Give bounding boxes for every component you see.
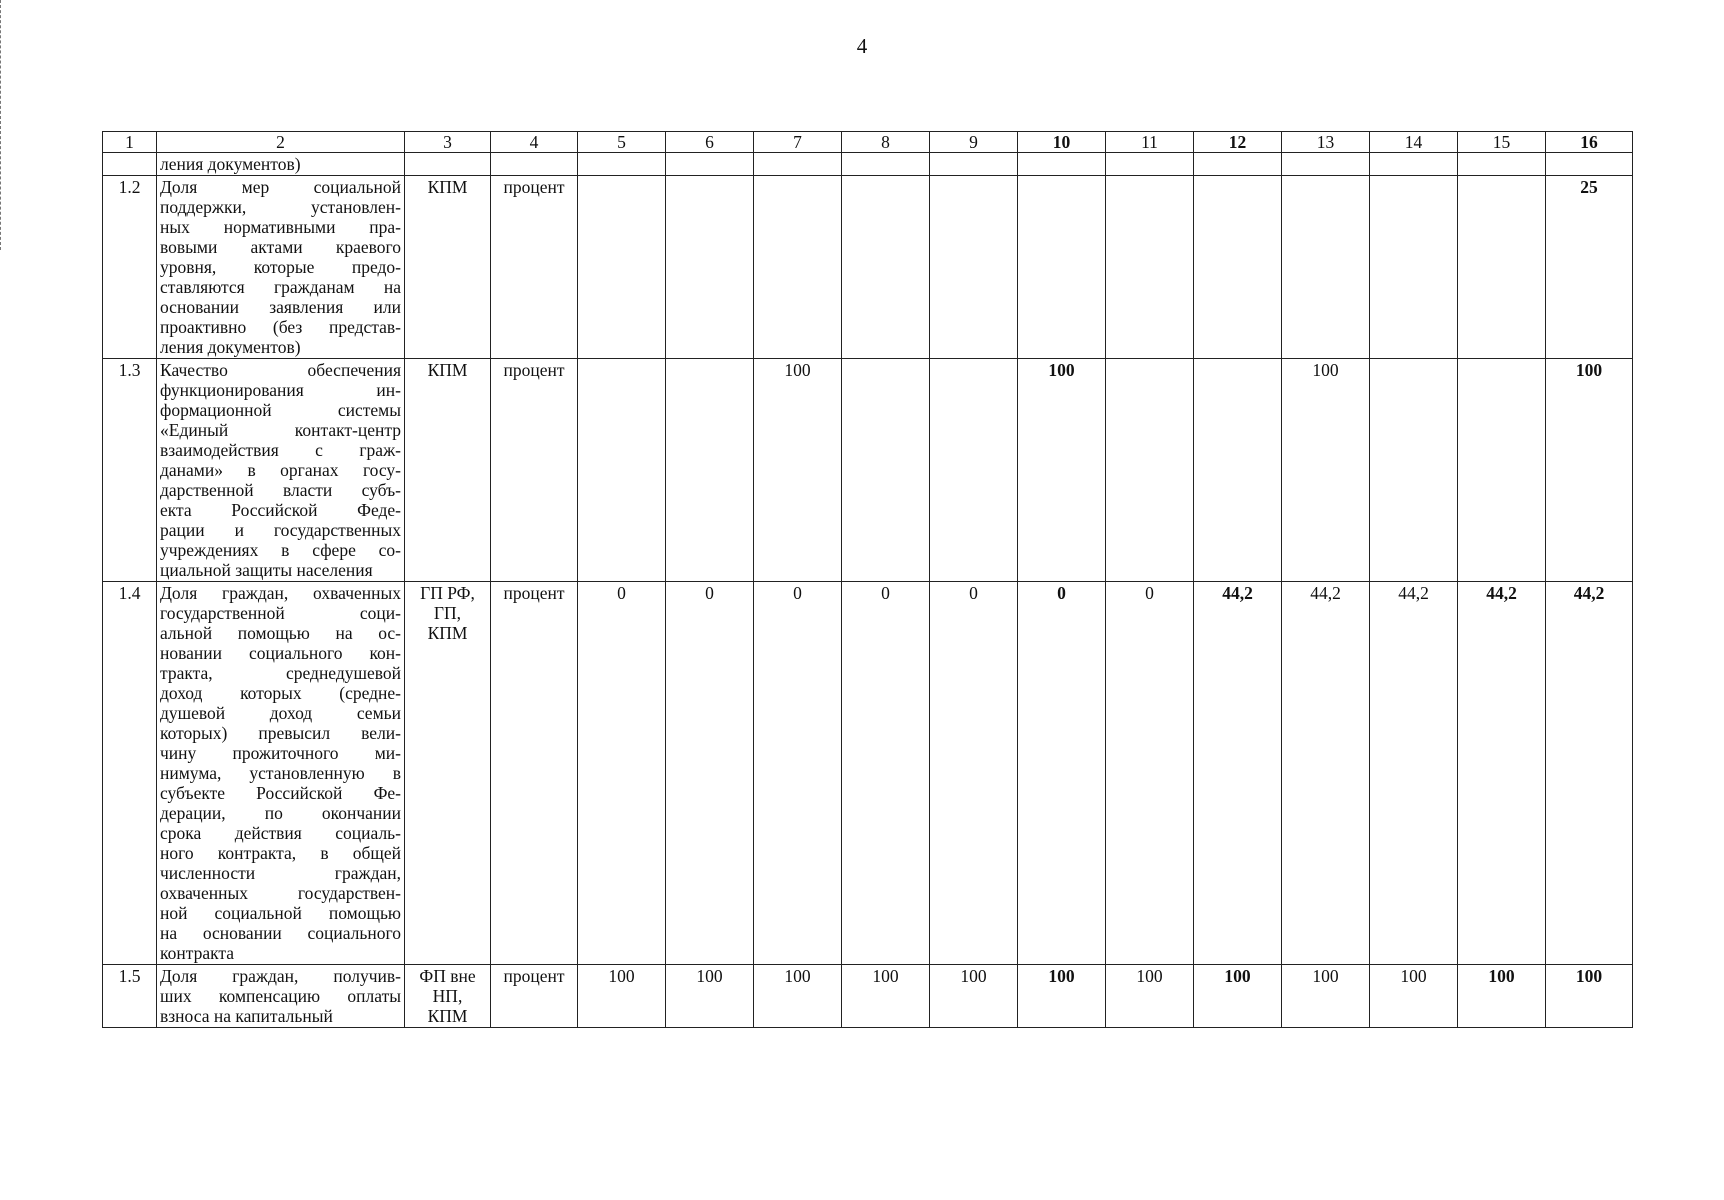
value-cell: 0 [754, 582, 842, 965]
unit-cell: процент [491, 965, 578, 1028]
description-line: тракта, среднедушевой [160, 663, 401, 683]
value-cell [1106, 176, 1194, 359]
source-cell [405, 176, 491, 359]
row-number-cell: 1.4 [103, 582, 157, 965]
value-cell [1370, 176, 1458, 359]
description-line: дерации, по окончании [160, 803, 401, 823]
value-cell [754, 153, 842, 176]
value-cell: 100 [1546, 965, 1633, 1028]
source-line: КПМ [427, 623, 468, 643]
column-number-cell: 10 [1018, 132, 1106, 153]
column-number-cell: 11 [1106, 132, 1194, 153]
value-cell [1106, 359, 1194, 582]
value-cell [842, 359, 930, 582]
description-line: душевой доход семьи [160, 703, 401, 723]
description-line: циальной защиты населения [160, 560, 373, 580]
description-line: вовыми актами краевого [160, 237, 401, 257]
value-cell [1458, 153, 1546, 176]
value-cell: 100 [1018, 359, 1106, 582]
column-number-cell: 8 [842, 132, 930, 153]
description-line: ного контракта, в общей [160, 843, 401, 863]
indicator-description-cell [157, 176, 405, 359]
column-number-cell: 2 [157, 132, 405, 153]
value-cell: 0 [930, 582, 1018, 965]
row-number-cell: 1.3 [103, 359, 157, 582]
value-cell [578, 176, 666, 359]
value-cell: 0 [666, 582, 754, 965]
value-cell: 44,2 [1458, 582, 1546, 965]
value-cell: 100 [1282, 965, 1370, 1028]
value-cell: 44,2 [1370, 582, 1458, 965]
column-number-row [103, 132, 1633, 153]
value-cell: 100 [842, 965, 930, 1028]
value-cell: 100 [1458, 965, 1546, 1028]
description-line: Доля граждан, охваченных [160, 583, 401, 603]
value-cell [1106, 153, 1194, 176]
value-cell: 0 [1018, 582, 1106, 965]
value-cell [666, 176, 754, 359]
value-cell: 100 [1370, 965, 1458, 1028]
column-number-cell: 9 [930, 132, 1018, 153]
description-line: дарственной власти субъ- [160, 480, 401, 500]
description-line: взаимодействия с граж- [160, 440, 401, 460]
description-line: на основании социального [160, 923, 401, 943]
description-line: учреждениях в сфере со- [160, 540, 401, 560]
source-cell [405, 153, 491, 176]
column-number-cell: 14 [1370, 132, 1458, 153]
unit-cell [491, 153, 578, 176]
value-cell [1194, 176, 1282, 359]
value-cell [1370, 153, 1458, 176]
description-line: Качество обеспечения [160, 360, 401, 380]
table-row [103, 176, 1633, 359]
value-cell [930, 176, 1018, 359]
value-cell [1018, 176, 1106, 359]
description-line: доход которых (средне- [160, 683, 401, 703]
value-cell: 100 [1546, 359, 1633, 582]
source-cell [405, 359, 491, 582]
description-line: поддержки, установлен- [160, 197, 401, 217]
description-line: субъекте Российской Фе- [160, 783, 401, 803]
value-cell: 0 [842, 582, 930, 965]
description-line: данами» в органах госу- [160, 460, 401, 480]
value-cell [578, 153, 666, 176]
indicator-description-cell [157, 153, 405, 176]
description-line: «Единый контакт-центр [160, 420, 401, 440]
description-line: рации и государственных [160, 520, 401, 540]
value-cell: 100 [754, 359, 842, 582]
description-line: нимума, установленную в [160, 763, 401, 783]
description-line: ных нормативными пра- [160, 217, 401, 237]
indicator-description-cell [157, 582, 405, 965]
column-number-cell: 4 [491, 132, 578, 153]
column-number-cell: 12 [1194, 132, 1282, 153]
source-line: ФП вне [419, 966, 476, 986]
value-cell [1194, 359, 1282, 582]
unit-cell: процент [491, 359, 578, 582]
description-line: формационной системы [160, 400, 401, 420]
value-cell: 100 [1282, 359, 1370, 582]
column-number-cell: 13 [1282, 132, 1370, 153]
source-line: КПМ [427, 360, 468, 380]
column-number-cell: 7 [754, 132, 842, 153]
description-line: ставляются гражданам на [160, 277, 401, 297]
description-line: основании заявления или [160, 297, 401, 317]
description-line: ной социальной помощью [160, 903, 401, 923]
row-number-cell: 1.5 [103, 965, 157, 1028]
value-cell [1282, 176, 1370, 359]
description-line: ления документов) [160, 154, 301, 174]
table-row [103, 965, 1633, 1028]
value-cell: 44,2 [1282, 582, 1370, 965]
value-cell [1458, 176, 1546, 359]
column-number-cell: 15 [1458, 132, 1546, 153]
value-cell [930, 359, 1018, 582]
source-line: ГП, [433, 603, 462, 623]
description-line: численности граждан, [160, 863, 401, 883]
value-cell [1194, 153, 1282, 176]
value-cell: 0 [1106, 582, 1194, 965]
description-line: Доля мер социальной [160, 177, 401, 197]
description-line: государственной соци- [160, 603, 401, 623]
value-cell: 100 [930, 965, 1018, 1028]
value-cell [666, 359, 754, 582]
table-row [103, 582, 1633, 965]
column-number-cell: 5 [578, 132, 666, 153]
indicators-table [102, 131, 1633, 1028]
value-cell [1458, 359, 1546, 582]
value-cell [1282, 153, 1370, 176]
table-row [103, 359, 1633, 582]
value-cell: 100 [578, 965, 666, 1028]
value-cell [930, 153, 1018, 176]
source-line: КПМ [427, 177, 468, 197]
value-cell: 25 [1546, 176, 1633, 359]
value-cell [1370, 359, 1458, 582]
page-number: 4 [856, 34, 868, 58]
value-cell [578, 359, 666, 582]
description-line: альной помощью на ос- [160, 623, 401, 643]
description-line: новании социального кон- [160, 643, 401, 663]
source-line: НП, [432, 986, 463, 1006]
column-number-cell: 16 [1546, 132, 1633, 153]
description-line: ления документов) [160, 337, 301, 357]
source-line: КПМ [427, 1006, 468, 1026]
description-line: взноса на капитальный [160, 1006, 333, 1026]
description-line: срока действия социаль- [160, 823, 401, 843]
value-cell: 44,2 [1194, 582, 1282, 965]
column-number-cell: 6 [666, 132, 754, 153]
table-row [103, 153, 1633, 176]
value-cell: 100 [754, 965, 842, 1028]
row-number-cell: 1.2 [103, 176, 157, 359]
value-cell [754, 176, 842, 359]
value-cell: 100 [1194, 965, 1282, 1028]
value-cell: 100 [1106, 965, 1194, 1028]
value-cell: 100 [666, 965, 754, 1028]
value-cell: 44,2 [1546, 582, 1633, 965]
description-line: контракта [160, 943, 235, 963]
value-cell [666, 153, 754, 176]
source-cell [405, 965, 491, 1028]
value-cell [1546, 153, 1633, 176]
value-cell [842, 176, 930, 359]
column-number-cell: 1 [103, 132, 157, 153]
description-line: уровня, которые предо- [160, 257, 401, 277]
description-line: проактивно (без представ- [160, 317, 401, 337]
description-line: которых) превысил вели- [160, 723, 401, 743]
indicator-description-cell [157, 359, 405, 582]
source-cell [405, 582, 491, 965]
description-line: ших компенсацию оплаты [160, 986, 401, 1006]
value-cell: 100 [1018, 965, 1106, 1028]
description-line: чину прожиточного ми- [160, 743, 401, 763]
description-line: Доля граждан, получив- [160, 966, 401, 986]
value-cell: 0 [578, 582, 666, 965]
value-cell [842, 153, 930, 176]
source-line: ГП РФ, [420, 583, 475, 603]
row-number-cell [103, 153, 157, 176]
description-line: охваченных государствен- [160, 883, 401, 903]
description-line: функционирования ин- [160, 380, 401, 400]
description-line: екта Российской Феде- [160, 500, 401, 520]
column-number-cell: 3 [405, 132, 491, 153]
indicator-description-cell [157, 965, 405, 1028]
unit-cell: процент [491, 582, 578, 965]
unit-cell: процент [491, 176, 578, 359]
value-cell [1018, 153, 1106, 176]
